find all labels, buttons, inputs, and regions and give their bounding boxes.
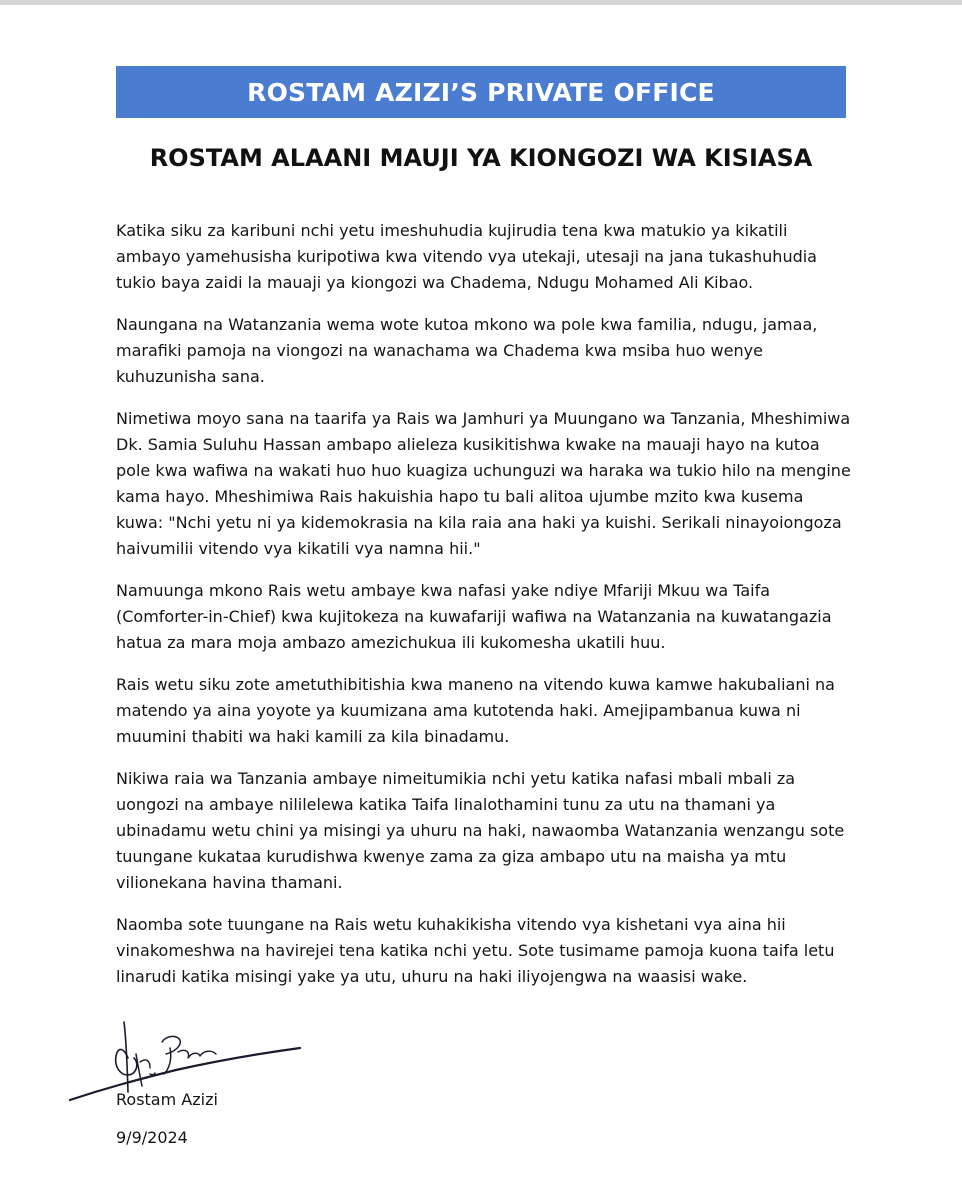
top-border [0,0,962,5]
paragraph: Nikiwa raia wa Tanzania ambaye nimeitumikia nchi yetu katika nafasi mbali mbali za uongozi na ambaye nililelewa katika Taifa linalothamini tunu za utu na thamani ya ubinadamu wetu chini ya misingi ya uhuru na haki, nawaomba Watanzania wenzangu sote tuungane kukataa kurudishwa kwenye zama za giza ambapo utu na maisha ya mtu vilionekana havina thamani. [116,769,845,892]
letterhead-banner [116,66,846,118]
document-body [116,218,851,1006]
signer-name: Rostam Azizi [116,1090,218,1109]
signature-date: 9/9/2024 [116,1128,188,1147]
paragraph: Naomba sote tuungane na Rais wetu kuhakikisha vitendo vya kishetani vya aina hii vinakomeshwa na havirejei tena katika nchi yetu. Sote tusimame pamoja kuona taifa letu linarudi katika misingi yake ya utu, uhuru na haki iliyojengwa na waasisi wake. [116,915,835,986]
paragraph: Namuunga mkono Rais wetu ambaye kwa nafasi yake ndiye Mfariji Mkuu wa Taifa (Comforter-in-Chief) kwa kujitokeza na kuwafariji wafiwa na Watanzania na kuwatangazia hatua za mara moja ambazo amezichukua ili kukomesha ukatili huu. [116,581,832,652]
paragraph: Nimetiwa moyo sana na taarifa ya Rais wa Jamhuri ya Muungano wa Tanzania, Mheshimiwa Dk. Samia Suluhu Hassan ambapo alieleza kusikitishwa kwake na mauaji hayo na kutoa pole kwa wafiwa na wakati huo huo kuagiza uchunguzi wa haraka wa tukio hilo na mengine kama hayo. Mheshimiwa Rais hakuishia hapo tu bali alitoa ujumbe mzito kwa kusema kuwa: "Nchi yetu ni ya kidemokrasia na kila raia ana haki ya kuishi. Serikali ninayoiongoza haivumilii vitendo vya kikatili vya namna hii." [116,409,851,558]
document-title: ROSTAM ALAANI MAUJI YA KIONGOZI WA KISIASA [149,144,813,172]
paragraph: Naungana na Watanzania wema wote kutoa mkono wa pole kwa familia, ndugu, jamaa, marafiki pamoja na viongozi na wanachama wa Chadema kwa msiba huo wenye kuhuzunisha sana. [116,315,818,386]
paragraph: Katika siku za karibuni nchi yetu imeshuhudia kujirudia tena kwa matukio ya kikatili ambayo yamehusisha kuripotiwa kwa vitendo vya utekaji, utesaji na jana tukashuhudia tukio baya zaidi la mauaji ya kiongozi wa Chadema, Ndugu Mohamed Ali Kibao. [116,221,817,292]
paragraph: Rais wetu siku zote ametuthibitishia kwa maneno na vitendo kuwa kamwe hakubaliani na matendo ya aina yoyote ya kuumizana ama kutotenda haki. Amejipambanua kuwa ni muumini thabiti wa haki kamili za kila binadamu. [116,675,835,746]
letterhead-text: ROSTAM AZIZI’S PRIVATE OFFICE [247,77,715,107]
